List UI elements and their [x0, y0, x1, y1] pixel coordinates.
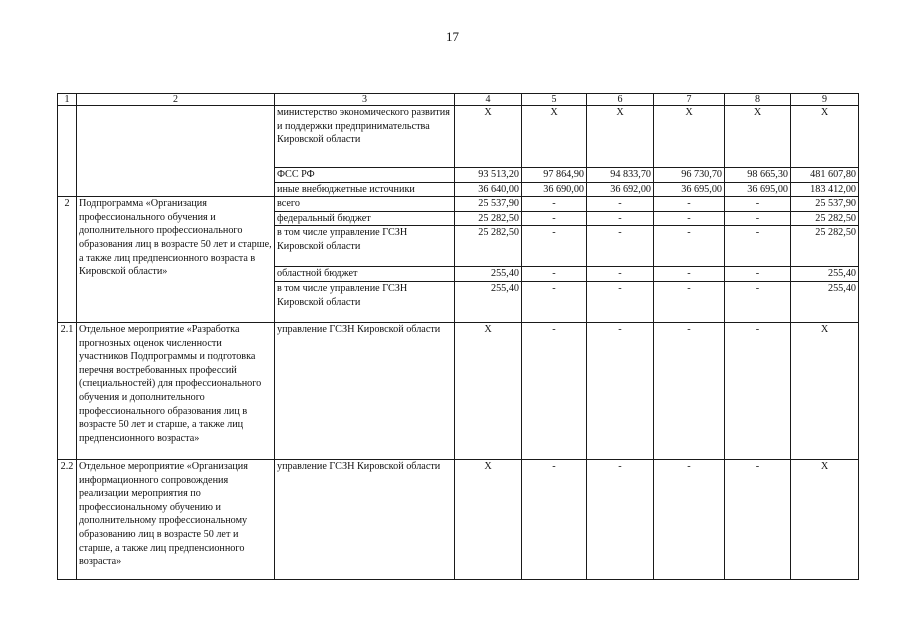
value-cell: 36 695,00	[654, 182, 725, 197]
value-cell: 94 833,70	[587, 168, 654, 183]
value-cell: Х	[522, 106, 587, 168]
funding-source-cell: управление ГСЗН Кировской области	[275, 322, 455, 459]
funding-source-cell: иные внебюджетные источники	[275, 182, 455, 197]
value-cell: Х	[654, 106, 725, 168]
funding-source-cell: в том числе управление ГСЗН Кировской области	[275, 281, 455, 322]
row-number-cell: 2.1	[58, 322, 77, 459]
value-cell: -	[522, 281, 587, 322]
header-cell: 9	[791, 94, 859, 106]
table-row	[58, 106, 859, 168]
value-cell: 36 695,00	[725, 182, 791, 197]
program-name-cell: Отдельное мероприятие «Разработка прогнозных оценок численности участников Подпрограммы и подготовка перечня востребованных профессий (специальностей) для профессионального обучения и дополнительного профессионального образования лиц в возрасте 50 лет и старше, а также лиц предпенсионного возраста»	[77, 322, 275, 459]
funding-source-cell: ФСС РФ	[275, 168, 455, 183]
header-cell: 2	[77, 94, 275, 106]
header-row	[58, 94, 859, 106]
value-cell: 36 640,00	[455, 182, 522, 197]
value-cell: Х	[725, 106, 791, 168]
value-cell: -	[654, 322, 725, 459]
header-cell: 5	[522, 94, 587, 106]
value-cell: -	[725, 459, 791, 579]
value-cell: -	[725, 281, 791, 322]
value-cell: 25 282,50	[455, 211, 522, 226]
page-number: 17	[446, 29, 459, 44]
value-cell: Х	[791, 459, 859, 579]
row-number-cell: 2	[58, 197, 77, 323]
value-cell: -	[654, 267, 725, 282]
value-cell: -	[587, 226, 654, 267]
value-cell: 255,40	[455, 267, 522, 282]
value-cell: Х	[791, 322, 859, 459]
value-cell: -	[654, 459, 725, 579]
value-cell: 25 537,90	[455, 197, 522, 212]
funding-source-cell: министерство экономического развития и поддержки предпринимательства Кировской области	[275, 106, 455, 168]
value-cell: 25 537,90	[791, 197, 859, 212]
value-cell: -	[725, 226, 791, 267]
funding-source-cell: в том числе управление ГСЗН Кировской области	[275, 226, 455, 267]
value-cell: 36 690,00	[522, 182, 587, 197]
value-cell: 25 282,50	[455, 226, 522, 267]
value-cell: -	[654, 226, 725, 267]
value-cell: -	[522, 197, 587, 212]
header-cell: 3	[275, 94, 455, 106]
value-cell: 93 513,20	[455, 168, 522, 183]
value-cell: -	[654, 211, 725, 226]
value-cell: -	[522, 226, 587, 267]
value-cell: 255,40	[455, 281, 522, 322]
value-cell: 98 665,30	[725, 168, 791, 183]
value-cell: 183 412,00	[791, 182, 859, 197]
value-cell: -	[725, 322, 791, 459]
value-cell: -	[522, 211, 587, 226]
value-cell: Х	[587, 106, 654, 168]
value-cell: -	[587, 459, 654, 579]
header-cell: 7	[654, 94, 725, 106]
value-cell: -	[522, 459, 587, 579]
funding-source-cell: управление ГСЗН Кировской области	[275, 459, 455, 579]
header-cell: 6	[587, 94, 654, 106]
value-cell: -	[725, 267, 791, 282]
value-cell: 25 282,50	[791, 226, 859, 267]
table-row	[58, 459, 859, 579]
row-number-cell	[58, 106, 77, 197]
value-cell: Х	[791, 106, 859, 168]
value-cell: -	[587, 197, 654, 212]
header-cell: 1	[58, 94, 77, 106]
value-cell: -	[654, 197, 725, 212]
value-cell: Х	[455, 322, 522, 459]
value-cell: -	[587, 281, 654, 322]
value-cell: 481 607,80	[791, 168, 859, 183]
value-cell: -	[587, 267, 654, 282]
value-cell: Х	[455, 459, 522, 579]
value-cell: Х	[455, 106, 522, 168]
value-cell: 36 692,00	[587, 182, 654, 197]
row-number-cell: 2.2	[58, 459, 77, 579]
funding-source-cell: областной бюджет	[275, 267, 455, 282]
value-cell: 97 864,90	[522, 168, 587, 183]
table-row	[58, 322, 859, 459]
program-name-cell: Подпрограмма «Организация профессионального обучения и дополнительного профессионального образования лиц в возрасте 50 лет и старше, а также лиц предпенсионного возраста в Кировской области»	[77, 197, 275, 323]
header-cell: 8	[725, 94, 791, 106]
value-cell: 25 282,50	[791, 211, 859, 226]
funding-source-cell: федеральный бюджет	[275, 211, 455, 226]
value-cell: -	[587, 211, 654, 226]
value-cell: -	[587, 322, 654, 459]
value-cell: -	[725, 197, 791, 212]
funding-source-cell: всего	[275, 197, 455, 212]
value-cell: -	[725, 211, 791, 226]
value-cell: 255,40	[791, 267, 859, 282]
header-cell: 4	[455, 94, 522, 106]
value-cell: 255,40	[791, 281, 859, 322]
value-cell: 96 730,70	[654, 168, 725, 183]
value-cell: -	[654, 281, 725, 322]
program-name-cell	[77, 106, 275, 197]
value-cell: -	[522, 322, 587, 459]
value-cell: -	[522, 267, 587, 282]
table-row	[58, 197, 859, 212]
budget-table	[57, 93, 859, 580]
program-name-cell: Отдельное мероприятие «Организация информационного сопровождения реализации мероприятия по профессиональному обучению и дополнительному профессиональному образованию лиц в возрасте 50 лет и старше, а также лиц предпенсионного возраста»	[77, 459, 275, 579]
